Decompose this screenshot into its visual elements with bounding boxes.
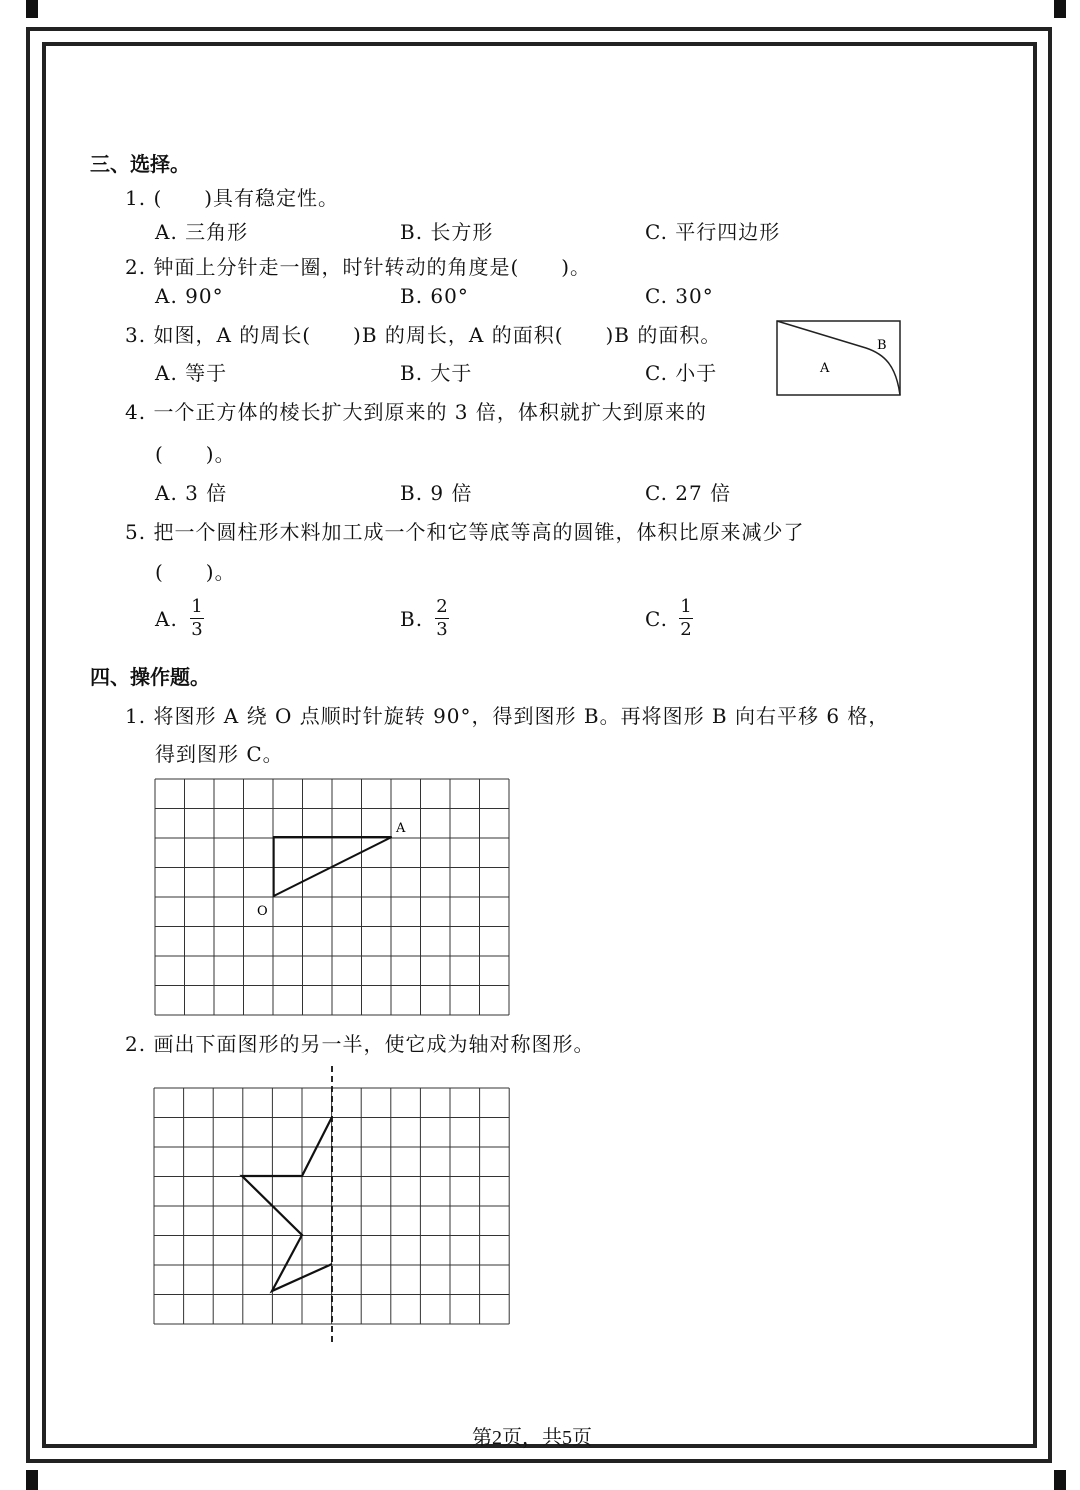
question-4-line-2: ( )。 bbox=[155, 442, 236, 466]
question-3: 3. 如图，A 的周长( )B 的周长，A 的面积( )B 的面积。 bbox=[125, 323, 722, 347]
figure-a-label: A bbox=[396, 821, 406, 836]
fraction-denominator: 3 bbox=[191, 619, 203, 640]
fraction-numerator: 1 bbox=[680, 596, 692, 617]
q4-option-b: B. 9 倍 bbox=[400, 481, 473, 505]
q3-option-a: A. 等于 bbox=[155, 361, 228, 385]
q2-option-a: A. 90° bbox=[155, 284, 224, 308]
section-title-operation: 四、操作题。 bbox=[90, 665, 210, 689]
operation-question-1-line-2: 得到图形 C。 bbox=[155, 742, 284, 766]
operation-question-2: 2. 画出下面图形的另一半，使它成为轴对称图形。 bbox=[125, 1032, 595, 1056]
fraction-denominator: 3 bbox=[436, 619, 448, 640]
q5-option-c-fraction bbox=[679, 597, 693, 640]
question-1: 1. ( )具有稳定性。 bbox=[125, 186, 340, 210]
symmetry-grid bbox=[150, 1062, 520, 1347]
q5-option-a-prefix: A. bbox=[155, 607, 178, 631]
corner-mark-bottom-right bbox=[1054, 1470, 1066, 1490]
question-4-line-1: 4. 一个正方体的棱长扩大到原来的 3 倍，体积就扩大到原来的 bbox=[125, 400, 707, 424]
question-5-line-1: 5. 把一个圆柱形木料加工成一个和它等底等高的圆锥，体积比原来减少了 bbox=[125, 520, 805, 544]
figure-a-triangle bbox=[274, 837, 392, 896]
question-2: 2. 钟面上分针走一圈，时针转动的角度是( )。 bbox=[125, 255, 592, 279]
fraction-numerator: 2 bbox=[436, 596, 448, 617]
q5-option-b-fraction bbox=[435, 597, 449, 640]
operation-question-1-line-1: 1. 将图形 A 绕 O 点顺时针旋转 90°，得到图形 B。再将图形 B 向右平移 6 格， bbox=[125, 704, 890, 728]
point-o-label: O bbox=[257, 904, 268, 919]
corner-mark-top-right bbox=[1054, 0, 1066, 18]
fraction-numerator: 1 bbox=[191, 596, 203, 617]
q3-option-c: C. 小于 bbox=[645, 361, 718, 385]
q3-figure bbox=[776, 320, 902, 397]
q3-figure-label-b: B bbox=[877, 338, 887, 353]
fraction-denominator: 2 bbox=[680, 619, 692, 640]
q3-figure-label-a: A bbox=[820, 361, 830, 376]
question-5-line-2: ( )。 bbox=[155, 560, 236, 584]
q5-option-c-prefix: C. bbox=[645, 607, 668, 631]
page-footer: 第2页，共5页 bbox=[472, 1427, 592, 1449]
q4-option-c: C. 27 倍 bbox=[645, 481, 732, 505]
q1-option-b: B. 长方形 bbox=[400, 220, 494, 244]
q2-option-c: C. 30° bbox=[645, 284, 714, 308]
grid-lines bbox=[155, 779, 509, 1015]
q5-option-a-fraction bbox=[190, 597, 204, 640]
q1-option-c: C. 平行四边形 bbox=[645, 220, 781, 244]
rotation-grid bbox=[150, 775, 520, 1020]
q4-option-a: A. 3 倍 bbox=[155, 481, 228, 505]
section-title-choice: 三、选择。 bbox=[90, 152, 190, 176]
corner-mark-top-left bbox=[26, 0, 38, 18]
corner-mark-bottom-left bbox=[26, 1470, 38, 1490]
q3-option-b: B. 大于 bbox=[400, 361, 473, 385]
q2-option-b: B. 60° bbox=[400, 284, 469, 308]
q1-option-a: A. 三角形 bbox=[155, 220, 249, 244]
q5-option-b-prefix: B. bbox=[400, 607, 424, 631]
